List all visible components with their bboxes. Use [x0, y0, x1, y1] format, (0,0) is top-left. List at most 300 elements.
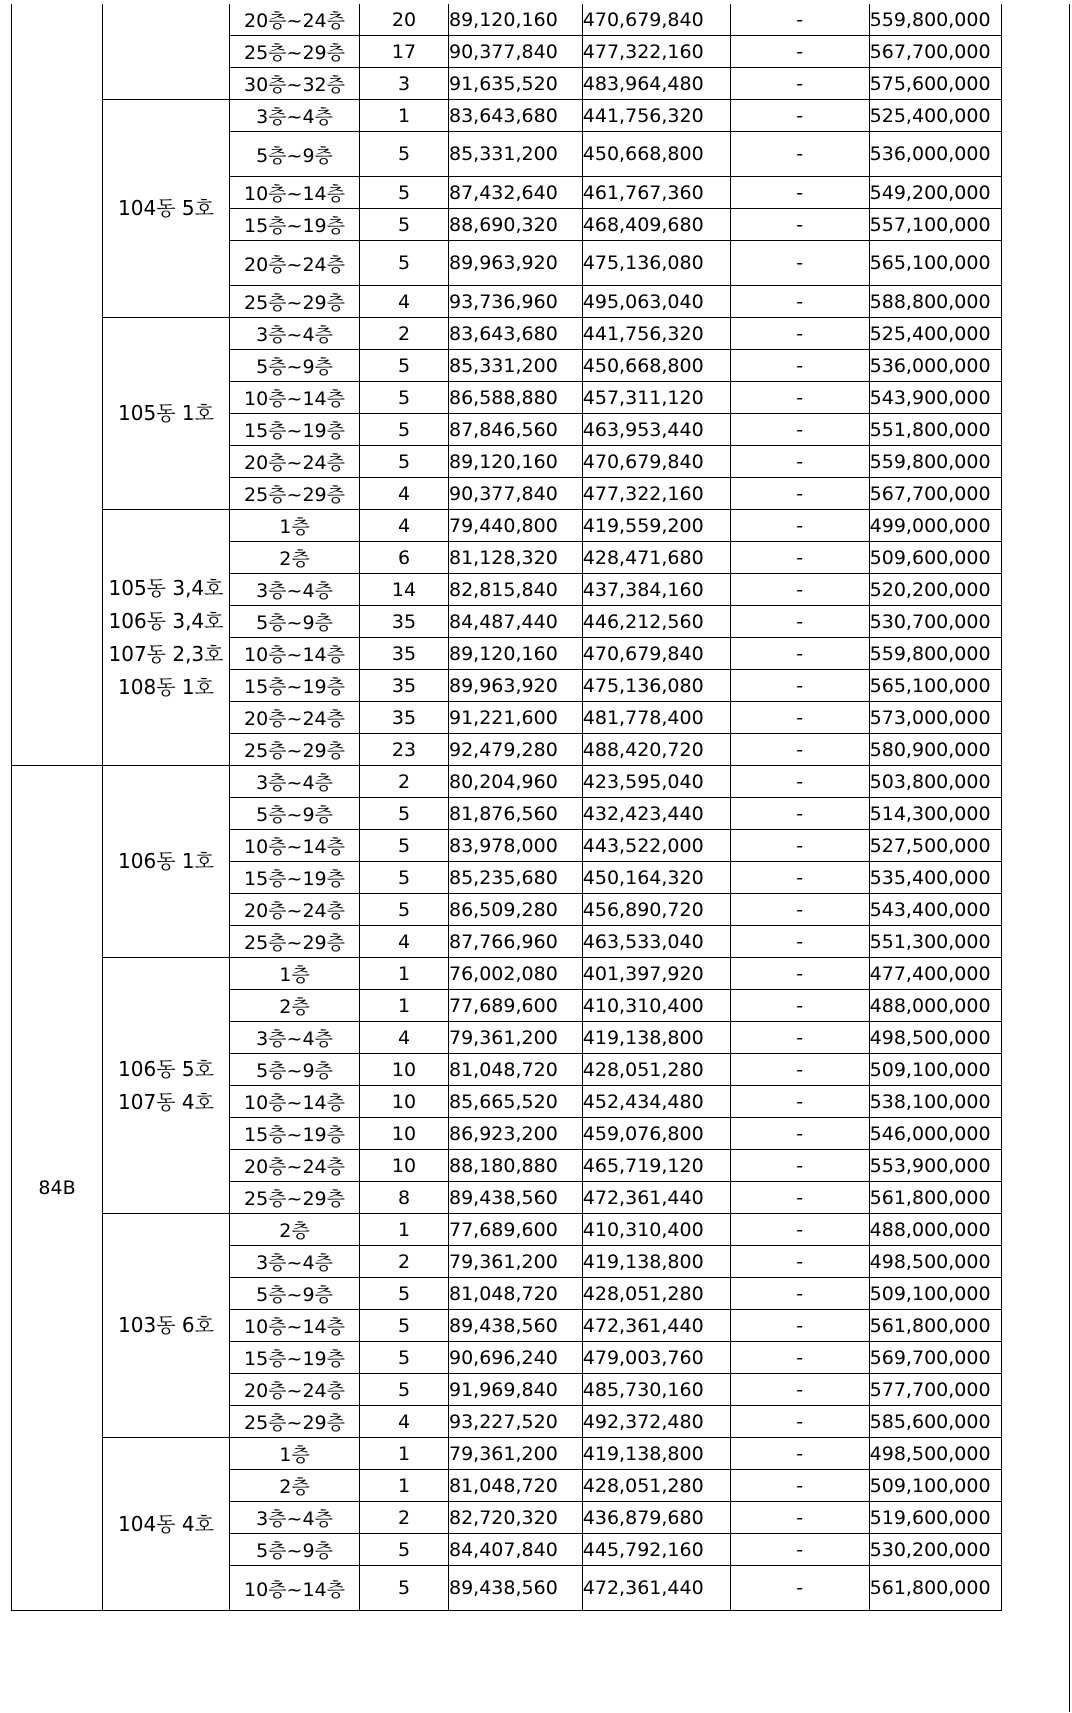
vat-cell: - [730, 1214, 869, 1246]
unit-group-cell [103, 510, 230, 766]
vat-cell: - [730, 1566, 869, 1611]
table-row [12, 318, 1002, 350]
floor-range-cell: 1층 [230, 510, 360, 542]
unit-count-cell: 1 [360, 100, 449, 132]
floor-range-cell: 20층~24층 [230, 446, 360, 478]
unit-group-label: 106동 5호 [118, 1056, 214, 1081]
unit-count-cell: 3 [360, 68, 449, 100]
unit-count-cell: 35 [360, 702, 449, 734]
unit-group-cell [103, 318, 230, 510]
unit-group-label: 105동 1호 [118, 401, 214, 425]
floor-range-cell: 5층~9층 [230, 1054, 360, 1086]
total-price-cell: 498,500,000 [869, 1022, 1001, 1054]
land-price-cell: 93,736,960 [449, 286, 583, 318]
unit-count-cell: 5 [360, 1374, 449, 1406]
unit-count-cell: 35 [360, 670, 449, 702]
land-price-cell: 90,377,840 [449, 478, 583, 510]
total-price-cell: 519,600,000 [869, 1502, 1001, 1534]
building-price-cell: 441,756,320 [582, 100, 730, 132]
total-price-cell: 488,000,000 [869, 1214, 1001, 1246]
building-price-cell: 428,471,680 [582, 542, 730, 574]
land-price-cell: 86,923,200 [449, 1118, 583, 1150]
floor-range-cell: 5층~9층 [230, 350, 360, 382]
building-price-cell: 450,668,800 [582, 132, 730, 177]
total-price-cell: 553,900,000 [869, 1150, 1001, 1182]
floor-range-cell: 30층~32층 [230, 68, 360, 100]
total-price-cell: 559,800,000 [869, 446, 1001, 478]
unit-count-cell: 1 [360, 1470, 449, 1502]
floor-range-cell: 1층 [230, 1438, 360, 1470]
total-price-cell: 498,500,000 [869, 1246, 1001, 1278]
floor-range-cell: 5층~9층 [230, 606, 360, 638]
unit-group-label: 106동 1호 [118, 849, 214, 873]
building-price-cell: 437,384,160 [582, 574, 730, 606]
land-price-cell: 89,120,160 [449, 638, 583, 670]
land-price-cell: 85,235,680 [449, 862, 583, 894]
building-price-cell: 443,522,000 [582, 830, 730, 862]
vat-cell: - [730, 241, 869, 286]
floor-range-cell: 25층~29층 [230, 286, 360, 318]
vat-cell: - [730, 734, 869, 766]
building-price-cell: 445,792,160 [582, 1534, 730, 1566]
floor-range-cell: 2층 [230, 990, 360, 1022]
total-price-cell: 569,700,000 [869, 1342, 1001, 1374]
unit-count-cell: 4 [360, 286, 449, 318]
total-price-cell: 549,200,000 [869, 177, 1001, 209]
unit-count-cell: 4 [360, 1406, 449, 1438]
building-price-cell: 495,063,040 [582, 286, 730, 318]
land-price-cell: 85,331,200 [449, 350, 583, 382]
unit-group-cell [103, 4, 230, 100]
unit-count-cell: 5 [360, 894, 449, 926]
unit-count-cell: 4 [360, 510, 449, 542]
vat-cell: - [730, 382, 869, 414]
vat-cell: - [730, 606, 869, 638]
building-price-cell: 488,420,720 [582, 734, 730, 766]
floor-range-cell: 2층 [230, 1470, 360, 1502]
total-price-cell: 588,800,000 [869, 286, 1001, 318]
floor-range-cell: 5층~9층 [230, 132, 360, 177]
unit-count-cell: 8 [360, 1182, 449, 1214]
vat-cell: - [730, 926, 869, 958]
total-price-cell: 559,800,000 [869, 638, 1001, 670]
vat-cell: - [730, 1502, 869, 1534]
total-price-cell: 514,300,000 [869, 798, 1001, 830]
vat-cell: - [730, 286, 869, 318]
total-price-cell: 525,400,000 [869, 318, 1001, 350]
vat-cell: - [730, 638, 869, 670]
vat-cell: - [730, 1086, 869, 1118]
unit-count-cell: 5 [360, 132, 449, 177]
vat-cell: - [730, 1150, 869, 1182]
land-price-cell: 81,128,320 [449, 542, 583, 574]
total-price-cell: 565,100,000 [869, 670, 1001, 702]
vat-cell: - [730, 177, 869, 209]
building-price-cell: 410,310,400 [582, 1214, 730, 1246]
land-price-cell: 80,204,960 [449, 766, 583, 798]
building-price-cell: 463,953,440 [582, 414, 730, 446]
unit-count-cell: 5 [360, 241, 449, 286]
land-price-cell: 85,665,520 [449, 1086, 583, 1118]
floor-range-cell: 10층~14층 [230, 382, 360, 414]
vat-cell: - [730, 4, 869, 36]
building-price-cell: 477,322,160 [582, 36, 730, 68]
vat-cell: - [730, 1054, 869, 1086]
floor-range-cell: 15층~19층 [230, 670, 360, 702]
unit-group-label: 104동 4호 [118, 1511, 214, 1536]
land-price-cell: 91,221,600 [449, 702, 583, 734]
table-row [12, 1214, 1002, 1246]
unit-count-cell: 10 [360, 1118, 449, 1150]
land-price-cell: 89,120,160 [449, 446, 583, 478]
unit-group-cell [103, 100, 230, 318]
unit-count-cell: 10 [360, 1054, 449, 1086]
building-price-cell: 461,767,360 [582, 177, 730, 209]
floor-range-cell: 25층~29층 [230, 36, 360, 68]
land-price-cell: 93,227,520 [449, 1406, 583, 1438]
vat-cell: - [730, 100, 869, 132]
floor-range-cell: 10층~14층 [230, 1566, 360, 1611]
building-price-cell: 419,138,800 [582, 1246, 730, 1278]
total-price-cell: 535,400,000 [869, 862, 1001, 894]
building-price-cell: 446,212,560 [582, 606, 730, 638]
floor-range-cell: 3층~4층 [230, 1246, 360, 1278]
land-price-cell: 89,120,160 [449, 4, 583, 36]
land-price-cell: 89,438,560 [449, 1182, 583, 1214]
building-price-cell: 419,138,800 [582, 1438, 730, 1470]
building-price-cell: 479,003,760 [582, 1342, 730, 1374]
vat-cell: - [730, 798, 869, 830]
vat-cell: - [730, 958, 869, 990]
table-right-border [1069, 4, 1070, 1712]
floor-range-cell: 20층~24층 [230, 702, 360, 734]
vat-cell: - [730, 1310, 869, 1342]
total-price-cell: 543,400,000 [869, 894, 1001, 926]
land-price-cell: 79,361,200 [449, 1246, 583, 1278]
total-price-cell: 536,000,000 [869, 350, 1001, 382]
land-price-cell: 90,696,240 [449, 1342, 583, 1374]
total-price-cell: 530,700,000 [869, 606, 1001, 638]
total-price-cell: 551,800,000 [869, 414, 1001, 446]
total-price-cell: 561,800,000 [869, 1182, 1001, 1214]
building-price-cell: 468,409,680 [582, 209, 730, 241]
land-price-cell: 76,002,080 [449, 958, 583, 990]
floor-range-cell: 20층~24층 [230, 1374, 360, 1406]
unit-count-cell: 4 [360, 1022, 449, 1054]
floor-range-cell: 15층~19층 [230, 414, 360, 446]
unit-group-label: 107동 4호 [118, 1089, 214, 1114]
building-price-cell: 470,679,840 [582, 638, 730, 670]
vat-cell: - [730, 1118, 869, 1150]
vat-cell: - [730, 990, 869, 1022]
unit-count-cell: 10 [360, 1086, 449, 1118]
total-price-cell: 536,000,000 [869, 132, 1001, 177]
vat-cell: - [730, 702, 869, 734]
vat-cell: - [730, 766, 869, 798]
land-price-cell: 89,963,920 [449, 241, 583, 286]
building-price-cell: 441,756,320 [582, 318, 730, 350]
building-price-cell: 463,533,040 [582, 926, 730, 958]
vat-cell: - [730, 478, 869, 510]
unit-count-cell: 2 [360, 766, 449, 798]
building-price-cell: 492,372,480 [582, 1406, 730, 1438]
building-price-cell: 475,136,080 [582, 241, 730, 286]
total-price-cell: 503,800,000 [869, 766, 1001, 798]
total-price-cell: 488,000,000 [869, 990, 1001, 1022]
building-price-cell: 457,311,120 [582, 382, 730, 414]
land-price-cell: 83,643,680 [449, 318, 583, 350]
unit-count-cell: 5 [360, 830, 449, 862]
building-price-cell: 475,136,080 [582, 670, 730, 702]
vat-cell: - [730, 574, 869, 606]
total-price-cell: 520,200,000 [869, 574, 1001, 606]
unit-count-cell: 2 [360, 1246, 449, 1278]
unit-count-cell: 2 [360, 318, 449, 350]
building-price-cell: 419,559,200 [582, 510, 730, 542]
unit-count-cell: 5 [360, 414, 449, 446]
land-price-cell: 81,048,720 [449, 1470, 583, 1502]
total-price-cell: 509,600,000 [869, 542, 1001, 574]
floor-range-cell: 3층~4층 [230, 1502, 360, 1534]
unit-group-cell [103, 958, 230, 1214]
unit-count-cell: 1 [360, 958, 449, 990]
building-price-cell: 401,397,920 [582, 958, 730, 990]
total-price-cell: 499,000,000 [869, 510, 1001, 542]
land-price-cell: 92,479,280 [449, 734, 583, 766]
unit-count-cell: 5 [360, 1342, 449, 1374]
table-row [12, 958, 1002, 990]
land-price-cell: 87,432,640 [449, 177, 583, 209]
land-price-cell: 77,689,600 [449, 990, 583, 1022]
price-table [11, 4, 1002, 1611]
land-price-cell: 90,377,840 [449, 36, 583, 68]
unit-count-cell: 14 [360, 574, 449, 606]
total-price-cell: 477,400,000 [869, 958, 1001, 990]
land-price-cell: 84,407,840 [449, 1534, 583, 1566]
building-price-cell: 470,679,840 [582, 446, 730, 478]
floor-range-cell: 10층~14층 [230, 638, 360, 670]
building-price-cell: 472,361,440 [582, 1182, 730, 1214]
land-price-cell: 88,690,320 [449, 209, 583, 241]
unit-count-cell: 5 [360, 177, 449, 209]
unit-count-cell: 20 [360, 4, 449, 36]
floor-range-cell: 20층~24층 [230, 241, 360, 286]
table-row [12, 1438, 1002, 1470]
vat-cell: - [730, 510, 869, 542]
table-row [12, 100, 1002, 132]
land-price-cell: 82,720,320 [449, 1502, 583, 1534]
floor-range-cell: 20층~24층 [230, 1150, 360, 1182]
unit-count-cell: 5 [360, 1534, 449, 1566]
unit-count-cell: 5 [360, 350, 449, 382]
land-price-cell: 87,846,560 [449, 414, 583, 446]
total-price-cell: 525,400,000 [869, 100, 1001, 132]
vat-cell: - [730, 542, 869, 574]
unit-group-label: 103동 6호 [118, 1313, 214, 1337]
floor-range-cell: 3층~4층 [230, 1022, 360, 1054]
vat-cell: - [730, 1342, 869, 1374]
unit-group-label: 107동 2,3호 [108, 641, 224, 666]
floor-range-cell: 15층~19층 [230, 1118, 360, 1150]
floor-range-cell: 2층 [230, 542, 360, 574]
unit-count-cell: 2 [360, 1502, 449, 1534]
building-price-cell: 450,668,800 [582, 350, 730, 382]
total-price-cell: 567,700,000 [869, 478, 1001, 510]
total-price-cell: 561,800,000 [869, 1566, 1001, 1611]
total-price-cell: 585,600,000 [869, 1406, 1001, 1438]
unit-group-cell [103, 766, 230, 958]
land-price-cell: 88,180,880 [449, 1150, 583, 1182]
unit-count-cell: 1 [360, 1438, 449, 1470]
total-price-cell: 567,700,000 [869, 36, 1001, 68]
building-price-cell: 428,051,280 [582, 1054, 730, 1086]
unit-count-cell: 5 [360, 1310, 449, 1342]
land-price-cell: 79,361,200 [449, 1438, 583, 1470]
housing-type-cell [12, 4, 103, 766]
floor-range-cell: 15층~19층 [230, 862, 360, 894]
floor-range-cell: 10층~14층 [230, 1086, 360, 1118]
total-price-cell: 509,100,000 [869, 1470, 1001, 1502]
total-price-cell: 557,100,000 [869, 209, 1001, 241]
building-price-cell: 419,138,800 [582, 1022, 730, 1054]
unit-count-cell: 4 [360, 478, 449, 510]
land-price-cell: 86,509,280 [449, 894, 583, 926]
floor-range-cell: 3층~4층 [230, 574, 360, 606]
vat-cell: - [730, 68, 869, 100]
vat-cell: - [730, 1470, 869, 1502]
floor-range-cell: 5층~9층 [230, 1278, 360, 1310]
land-price-cell: 84,487,440 [449, 606, 583, 638]
vat-cell: - [730, 1534, 869, 1566]
building-price-cell: 459,076,800 [582, 1118, 730, 1150]
unit-count-cell: 5 [360, 209, 449, 241]
floor-range-cell: 5층~9층 [230, 798, 360, 830]
total-price-cell: 580,900,000 [869, 734, 1001, 766]
unit-count-cell: 1 [360, 1214, 449, 1246]
vat-cell: - [730, 670, 869, 702]
vat-cell: - [730, 36, 869, 68]
land-price-cell: 91,969,840 [449, 1374, 583, 1406]
vat-cell: - [730, 1246, 869, 1278]
land-price-cell: 83,643,680 [449, 100, 583, 132]
building-price-cell: 481,778,400 [582, 702, 730, 734]
unit-count-cell: 10 [360, 1150, 449, 1182]
vat-cell: - [730, 1182, 869, 1214]
building-price-cell: 485,730,160 [582, 1374, 730, 1406]
floor-range-cell: 10층~14층 [230, 830, 360, 862]
floor-range-cell: 3층~4층 [230, 100, 360, 132]
building-price-cell: 456,890,720 [582, 894, 730, 926]
unit-group-label: 105동 3,4호 [108, 575, 224, 600]
unit-count-cell: 1 [360, 990, 449, 1022]
unit-group-label: 106동 3,4호 [108, 608, 224, 633]
unit-count-cell: 5 [360, 446, 449, 478]
vat-cell: - [730, 1278, 869, 1310]
floor-range-cell: 15층~19층 [230, 1342, 360, 1374]
land-price-cell: 91,635,520 [449, 68, 583, 100]
land-price-cell: 79,440,800 [449, 510, 583, 542]
unit-count-cell: 4 [360, 926, 449, 958]
unit-group-label: 104동 5호 [118, 196, 214, 220]
vat-cell: - [730, 894, 869, 926]
total-price-cell: 538,100,000 [869, 1086, 1001, 1118]
building-price-cell: 423,595,040 [582, 766, 730, 798]
land-price-cell: 89,438,560 [449, 1566, 583, 1611]
total-price-cell: 509,100,000 [869, 1278, 1001, 1310]
total-price-cell: 573,000,000 [869, 702, 1001, 734]
unit-count-cell: 5 [360, 862, 449, 894]
building-price-cell: 432,423,440 [582, 798, 730, 830]
total-price-cell: 530,200,000 [869, 1534, 1001, 1566]
vat-cell: - [730, 318, 869, 350]
floor-range-cell: 25층~29층 [230, 1406, 360, 1438]
vat-cell: - [730, 1022, 869, 1054]
land-price-cell: 79,361,200 [449, 1022, 583, 1054]
building-price-cell: 472,361,440 [582, 1566, 730, 1611]
land-price-cell: 86,588,880 [449, 382, 583, 414]
total-price-cell: 509,100,000 [869, 1054, 1001, 1086]
floor-range-cell: 10층~14층 [230, 1310, 360, 1342]
unit-count-cell: 5 [360, 382, 449, 414]
floor-range-cell: 10층~14층 [230, 177, 360, 209]
land-price-cell: 87,766,960 [449, 926, 583, 958]
unit-count-cell: 6 [360, 542, 449, 574]
unit-count-cell: 35 [360, 606, 449, 638]
vat-cell: - [730, 862, 869, 894]
land-price-cell: 85,331,200 [449, 132, 583, 177]
floor-range-cell: 3층~4층 [230, 318, 360, 350]
total-price-cell: 561,800,000 [869, 1310, 1001, 1342]
unit-count-cell: 5 [360, 1278, 449, 1310]
vat-cell: - [730, 132, 869, 177]
total-price-cell: 551,300,000 [869, 926, 1001, 958]
vat-cell: - [730, 1406, 869, 1438]
unit-group-cell [103, 1438, 230, 1611]
vat-cell: - [730, 830, 869, 862]
building-price-cell: 483,964,480 [582, 68, 730, 100]
table-row [12, 510, 1002, 542]
unit-count-cell: 5 [360, 798, 449, 830]
building-price-cell: 452,434,480 [582, 1086, 730, 1118]
floor-range-cell: 1층 [230, 958, 360, 990]
building-price-cell: 436,879,680 [582, 1502, 730, 1534]
building-price-cell: 465,719,120 [582, 1150, 730, 1182]
price-table-body [12, 4, 1002, 1611]
price-table-sheet [11, 4, 1002, 1611]
land-price-cell: 89,438,560 [449, 1310, 583, 1342]
total-price-cell: 577,700,000 [869, 1374, 1001, 1406]
building-price-cell: 428,051,280 [582, 1278, 730, 1310]
vat-cell: - [730, 350, 869, 382]
land-price-cell: 77,689,600 [449, 1214, 583, 1246]
table-row [12, 766, 1002, 798]
table-row [12, 4, 1002, 36]
total-price-cell: 559,800,000 [869, 4, 1001, 36]
floor-range-cell: 15층~19층 [230, 209, 360, 241]
floor-range-cell: 3층~4층 [230, 766, 360, 798]
vat-cell: - [730, 414, 869, 446]
unit-count-cell: 35 [360, 638, 449, 670]
floor-range-cell: 25층~29층 [230, 926, 360, 958]
unit-group-cell [103, 1214, 230, 1438]
total-price-cell: 546,000,000 [869, 1118, 1001, 1150]
floor-range-cell: 25층~29층 [230, 478, 360, 510]
floor-range-cell: 2층 [230, 1214, 360, 1246]
floor-range-cell: 20층~24층 [230, 4, 360, 36]
land-price-cell: 82,815,840 [449, 574, 583, 606]
floor-range-cell: 5층~9층 [230, 1534, 360, 1566]
floor-range-cell: 25층~29층 [230, 734, 360, 766]
